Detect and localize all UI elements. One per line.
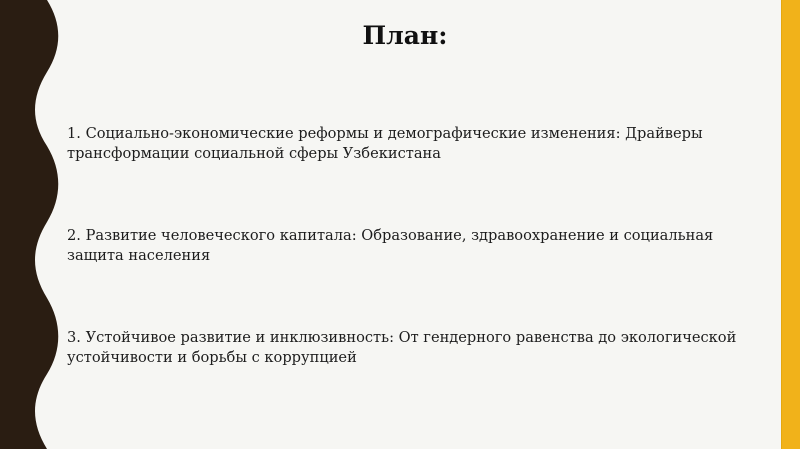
plan-item-1: 1. Социально-экономические реформы и демографические изменения: Драйверы трансформации социальной сферы Узбекистана	[67, 125, 703, 162]
slide-title: План:	[362, 21, 448, 50]
plan-item-2: 2. Развитие человеческого капитала: Образование, здравоохранение и социальная защита населения	[67, 227, 714, 264]
left-decorative-wave	[0, 0, 70, 449]
plan-list	[67, 124, 757, 367]
plan-item-3: 3. Устойчивое развитие и инклюзивность: От гендерного равенства до экологической устойчивости и борьбы с коррупцией	[67, 329, 737, 366]
right-accent-stripe	[781, 0, 800, 449]
